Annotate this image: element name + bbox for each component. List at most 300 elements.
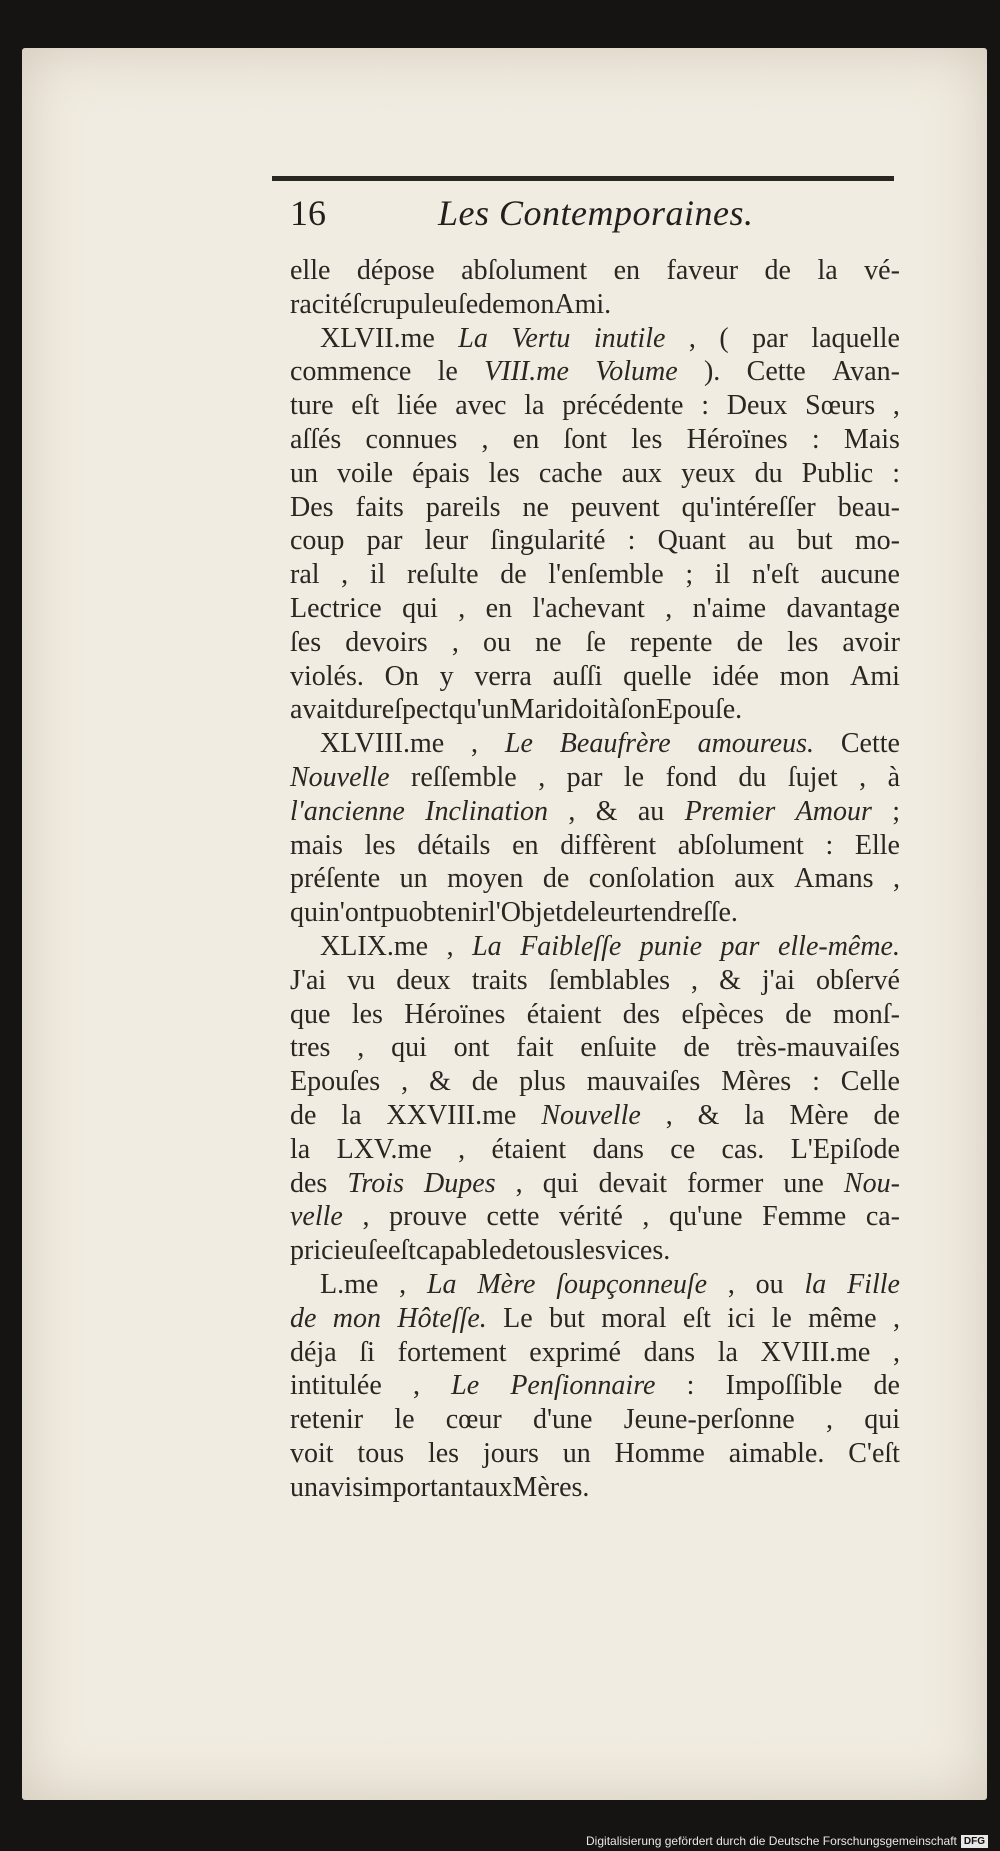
text-line <box>290 1065 900 1099</box>
word: avoir <box>842 626 900 658</box>
word: vé- <box>864 255 900 286</box>
word: de <box>500 559 527 591</box>
text-line <box>290 355 900 389</box>
word: , <box>859 761 867 793</box>
word: , <box>727 1268 735 1300</box>
word: de <box>736 626 764 658</box>
word: , <box>458 1133 466 1165</box>
italic-word: Nou- <box>843 1167 900 1199</box>
word: verra <box>474 660 532 692</box>
word: la <box>817 255 838 286</box>
italic-word: Le <box>451 1370 480 1402</box>
word: exprimé <box>529 1336 621 1368</box>
italic-word: velle <box>290 1201 343 1233</box>
word: épais <box>412 457 470 489</box>
word: ſont <box>563 423 608 455</box>
italic-word: Le <box>504 728 533 760</box>
word: de <box>290 1099 317 1131</box>
word: , <box>892 390 900 422</box>
italic-word: de <box>290 1302 317 1334</box>
word: qu'intéreſſer <box>681 491 816 523</box>
word: Homme <box>614 1437 705 1469</box>
italic-word: Hôteſſe. <box>397 1302 487 1334</box>
word: , <box>665 1099 673 1131</box>
word: qui <box>542 1167 579 1199</box>
word: de <box>683 1032 710 1064</box>
word: commence <box>290 356 412 388</box>
word: Celle <box>840 1066 900 1098</box>
word: qui <box>290 897 326 929</box>
word: prouve <box>389 1201 467 1233</box>
word: XVIII.me <box>760 1336 871 1368</box>
italic-word: par <box>720 930 760 962</box>
word: qui <box>391 1032 427 1064</box>
word: obtenir <box>408 897 488 929</box>
word: , <box>893 1336 900 1368</box>
italic-word: Mère <box>477 1268 536 1300</box>
word: : <box>812 1066 820 1098</box>
text-line <box>290 1403 900 1437</box>
word: à <box>607 694 621 726</box>
italic-word: Volume <box>595 356 678 388</box>
word: pricieuſe <box>290 1235 388 1267</box>
text-line <box>290 288 900 322</box>
word: , <box>446 930 454 962</box>
word: reſpect <box>372 694 449 726</box>
italic-word: Trois <box>347 1167 404 1199</box>
running-title: Les Contemporaines. <box>438 193 754 233</box>
word: déja <box>290 1336 337 1368</box>
word: il <box>369 559 386 591</box>
word: coup <box>290 525 345 557</box>
word: n'aime <box>692 592 767 624</box>
text-line <box>290 693 900 727</box>
word: connues <box>365 423 458 455</box>
word: Femme <box>762 1201 847 1233</box>
word: , <box>357 1032 365 1064</box>
word: la <box>744 1099 765 1131</box>
word: fait <box>516 1032 554 1064</box>
word: yeux <box>681 457 736 489</box>
word: par <box>366 525 403 557</box>
word: XXVIII.me <box>386 1099 517 1131</box>
page-number: 16 <box>290 193 326 233</box>
word: monſ- <box>833 998 900 1030</box>
word: de <box>873 1099 900 1131</box>
word: ſes <box>290 626 322 658</box>
word: dépose <box>356 255 435 286</box>
word: Sœurs <box>805 390 876 422</box>
italic-word: Dupes <box>424 1167 496 1199</box>
text-line <box>290 1200 900 1234</box>
text-line <box>290 457 900 491</box>
word: de <box>764 255 791 286</box>
word: traits <box>471 964 528 996</box>
text-line <box>290 1031 900 1065</box>
word: dans <box>592 1133 644 1165</box>
word: même <box>808 1302 877 1334</box>
word: enſuite <box>580 1032 657 1064</box>
italic-word: Nouvelle <box>290 761 390 793</box>
word: Ami. <box>554 288 612 320</box>
word: aucune <box>820 559 900 591</box>
word: ne <box>522 491 549 523</box>
text-line <box>290 964 900 998</box>
word: avis <box>318 1471 364 1503</box>
word: qui <box>864 1404 900 1436</box>
word: ral <box>290 559 320 591</box>
word: n'ont <box>325 897 381 929</box>
word: , <box>401 1066 409 1098</box>
word: Mais <box>843 423 900 455</box>
word: des <box>622 998 661 1030</box>
word: y <box>439 660 454 692</box>
word: capable <box>415 1235 502 1267</box>
header-rule <box>272 176 894 181</box>
word: en <box>613 255 641 286</box>
text-line <box>290 1471 900 1505</box>
word: Quant <box>657 525 727 557</box>
word: Mères. <box>512 1471 590 1503</box>
text-line <box>290 829 900 863</box>
word: , <box>642 1201 650 1233</box>
italic-word: mon <box>332 1302 382 1334</box>
word: LXV.me <box>336 1133 432 1165</box>
word: mais <box>290 829 343 861</box>
word: liée <box>397 390 438 422</box>
word: , <box>691 964 699 996</box>
word: racité <box>290 288 353 320</box>
word: le <box>623 761 645 793</box>
italic-word: VIII.me <box>484 356 569 388</box>
text-line <box>290 322 900 356</box>
text-line <box>290 998 900 1032</box>
italic-word: Nouvelle <box>541 1099 641 1131</box>
word: des <box>290 1167 328 1199</box>
word: ont <box>453 1032 490 1064</box>
word: doit <box>564 694 608 726</box>
word: devoirs <box>345 626 428 658</box>
word: leur <box>589 897 633 929</box>
word: XLIX.me <box>320 930 429 962</box>
footer-credit-text: Digitalisierung gefördert durch die Deutsche Forschungsgemeinschaft <box>586 1834 957 1848</box>
word: ; <box>892 795 900 827</box>
word: C'eſt <box>848 1437 900 1469</box>
word: les <box>364 829 396 861</box>
word: la <box>341 1099 362 1131</box>
word: Epouſe. <box>655 694 743 726</box>
word: les <box>631 423 663 455</box>
italic-word: La <box>472 930 502 962</box>
word: tous <box>357 1437 405 1469</box>
word: en <box>485 592 513 624</box>
word: du <box>738 761 767 793</box>
word: ſcrupuleuſe <box>352 288 479 320</box>
word: , <box>362 1201 370 1233</box>
word: ou <box>482 626 511 658</box>
word: peuvent <box>570 491 660 523</box>
word: jours <box>482 1437 539 1469</box>
word: fortement <box>397 1336 507 1368</box>
text-line <box>290 761 900 795</box>
word: , <box>538 761 546 793</box>
word: très-mauvaiſes <box>736 1032 900 1064</box>
word: ). <box>703 356 721 388</box>
word: mon <box>779 660 830 692</box>
word: quelle <box>623 660 692 692</box>
italic-word: Faibleſſe <box>520 930 622 962</box>
word: du <box>344 694 373 726</box>
word: voit <box>290 1437 334 1469</box>
word: un <box>399 863 428 895</box>
word: moyen <box>447 863 524 895</box>
word: vices. <box>605 1235 671 1267</box>
word: ſemblables <box>548 964 671 996</box>
word: par <box>752 322 788 354</box>
word: ſujet <box>787 761 838 793</box>
word: intitulée <box>290 1370 382 1402</box>
word: & <box>697 1099 720 1131</box>
word: : <box>892 457 900 489</box>
word: vérité <box>559 1201 623 1233</box>
italic-word: Premier <box>684 795 776 827</box>
word: cette <box>486 1201 540 1233</box>
page-header <box>290 192 900 242</box>
word: dans <box>643 1336 695 1368</box>
word: eſt <box>682 1302 711 1334</box>
word: au <box>637 795 665 827</box>
word: ſi <box>359 1336 375 1368</box>
word: de <box>873 1370 900 1402</box>
word: détails <box>417 829 491 861</box>
word: eſt <box>351 390 380 422</box>
word: au <box>748 525 775 557</box>
word: mon <box>504 288 555 320</box>
word: de <box>562 897 590 929</box>
word: Elle <box>854 829 900 861</box>
word: Héroïnes <box>686 423 788 455</box>
word: ( <box>719 322 729 354</box>
word: la <box>524 390 545 422</box>
word: retenir <box>290 1404 364 1436</box>
italic-word: la <box>804 1268 827 1300</box>
word: aux <box>734 863 775 895</box>
italic-word: La <box>426 1268 457 1300</box>
italic-word: Beaufrère <box>559 728 671 760</box>
word: il <box>714 559 731 591</box>
italic-word: elle-même. <box>777 930 900 962</box>
word: , <box>451 626 459 658</box>
text-line <box>290 626 900 660</box>
word: but <box>796 525 833 557</box>
text-line <box>290 795 900 829</box>
word: XLVII.me <box>320 322 435 354</box>
word: davantage <box>786 592 900 624</box>
word: ne <box>535 626 562 658</box>
word: ce <box>670 1133 696 1165</box>
word: fond <box>665 761 717 793</box>
text-line <box>290 1302 900 1336</box>
word: cœur <box>445 1404 502 1436</box>
word: laquelle <box>811 322 900 354</box>
word: l'enſemble <box>548 559 664 591</box>
word: aux <box>621 457 663 489</box>
word: Mari <box>509 694 565 726</box>
word: préſente <box>290 863 381 895</box>
word: aimable. <box>728 1437 825 1469</box>
word: Héroïnes <box>404 998 506 1030</box>
italic-word: inutile <box>593 322 666 354</box>
word: pu <box>380 897 409 929</box>
word: repente <box>630 626 713 658</box>
text-line <box>290 491 900 525</box>
word: le <box>771 1302 792 1334</box>
word: Mère <box>789 1099 849 1131</box>
word: ou <box>755 1268 784 1300</box>
word: un <box>290 457 318 489</box>
word: Amans <box>794 863 874 895</box>
text-line <box>290 1336 900 1370</box>
word: qu'une <box>669 1201 743 1233</box>
italic-word: amoureus. <box>697 728 814 760</box>
word: leur <box>424 525 469 557</box>
text-line <box>290 862 900 896</box>
word: j'ai <box>761 964 795 996</box>
word: ſingularité <box>490 525 606 557</box>
word: deux <box>396 964 451 996</box>
word: devait <box>598 1167 668 1199</box>
word: but <box>549 1302 585 1334</box>
word: & <box>429 1066 451 1098</box>
word: Ami <box>850 660 900 692</box>
word: Jeune-perſonne <box>623 1404 795 1436</box>
word: du <box>754 457 783 489</box>
word: Mères <box>721 1066 792 1098</box>
word: les <box>427 1437 460 1469</box>
word: L.me <box>320 1268 379 1300</box>
word: les <box>488 457 520 489</box>
word: les <box>574 1235 606 1267</box>
dfg-logo: DFG <box>961 1835 988 1848</box>
word: L'Epiſode <box>790 1133 900 1165</box>
word: ici <box>727 1302 756 1334</box>
text-line <box>290 1268 900 1302</box>
word: eſpèces <box>681 998 764 1030</box>
text-line <box>290 423 900 457</box>
word: que <box>290 998 331 1030</box>
italic-word: l'ancienne <box>290 795 405 827</box>
word: pareils <box>425 491 501 523</box>
word: en <box>512 423 540 455</box>
text-line <box>290 1369 900 1403</box>
text-line <box>290 254 900 288</box>
word: auſſi <box>552 660 603 692</box>
word: beau- <box>837 491 900 523</box>
word: Des <box>290 491 334 523</box>
word: abſolument <box>677 829 804 861</box>
word: : <box>811 423 820 455</box>
word: tendreſſe. <box>632 897 738 929</box>
word: ; <box>685 559 694 591</box>
word: de <box>471 1066 499 1098</box>
word: de <box>478 288 505 320</box>
text-line <box>290 389 900 423</box>
word: avec <box>455 390 507 422</box>
word: , <box>341 559 349 591</box>
text-line <box>290 1234 900 1268</box>
word: le <box>394 1404 415 1436</box>
word: le <box>437 356 458 388</box>
word: cache <box>538 457 603 489</box>
word: Cette <box>746 356 806 388</box>
word: J'ai <box>290 964 327 996</box>
word: faveur <box>666 255 739 286</box>
body-text <box>290 254 900 1504</box>
word: les <box>787 626 819 658</box>
word: idée <box>712 660 759 692</box>
word: mauvaiſes <box>586 1066 701 1098</box>
word: Cette <box>840 728 900 760</box>
word: un <box>290 1471 318 1503</box>
word: une <box>783 1167 824 1199</box>
word: Epouſes <box>290 1066 381 1098</box>
word: avait <box>290 694 345 726</box>
word: voile <box>337 457 394 489</box>
italic-word: Penſionnaire <box>510 1370 656 1402</box>
word: Deux <box>726 390 788 422</box>
word: l'Objet <box>487 897 563 929</box>
word: , <box>892 863 900 895</box>
word: d'une <box>532 1404 593 1436</box>
word: qui <box>402 592 438 624</box>
italic-word: Fille <box>847 1268 900 1300</box>
word: n'eſt <box>751 559 800 591</box>
italic-word: Inclination <box>425 795 549 827</box>
italic-word: La <box>458 322 488 354</box>
word: Avan- <box>832 356 900 388</box>
word: Impoſſible <box>725 1370 843 1402</box>
word: étaient <box>491 1133 567 1165</box>
word: tres <box>290 1032 331 1064</box>
word: de <box>501 1235 528 1267</box>
text-line <box>290 1167 900 1201</box>
word: : <box>686 1370 695 1402</box>
text-line <box>290 592 900 626</box>
text-line <box>290 558 900 592</box>
word: elle <box>290 255 331 286</box>
word: , <box>568 795 576 827</box>
text-line <box>290 930 900 964</box>
word: un <box>562 1437 591 1469</box>
word: l'achevant <box>532 592 645 624</box>
word: plus <box>519 1066 566 1098</box>
word: , <box>471 728 479 760</box>
italic-word: ſoupçonneuſe <box>556 1268 708 1300</box>
word: & <box>719 964 741 996</box>
word: abſolument <box>461 255 588 286</box>
word: la <box>717 1336 738 1368</box>
word: former <box>687 1167 764 1199</box>
word: ca- <box>865 1201 900 1233</box>
footer-credit <box>586 1833 988 1849</box>
word: ture <box>290 390 334 422</box>
word: reſſemble <box>411 761 517 793</box>
word: , <box>825 1404 833 1436</box>
word: faits <box>355 491 404 523</box>
word: , <box>665 592 673 624</box>
text-line <box>290 1133 900 1167</box>
word: ſe <box>585 626 606 658</box>
